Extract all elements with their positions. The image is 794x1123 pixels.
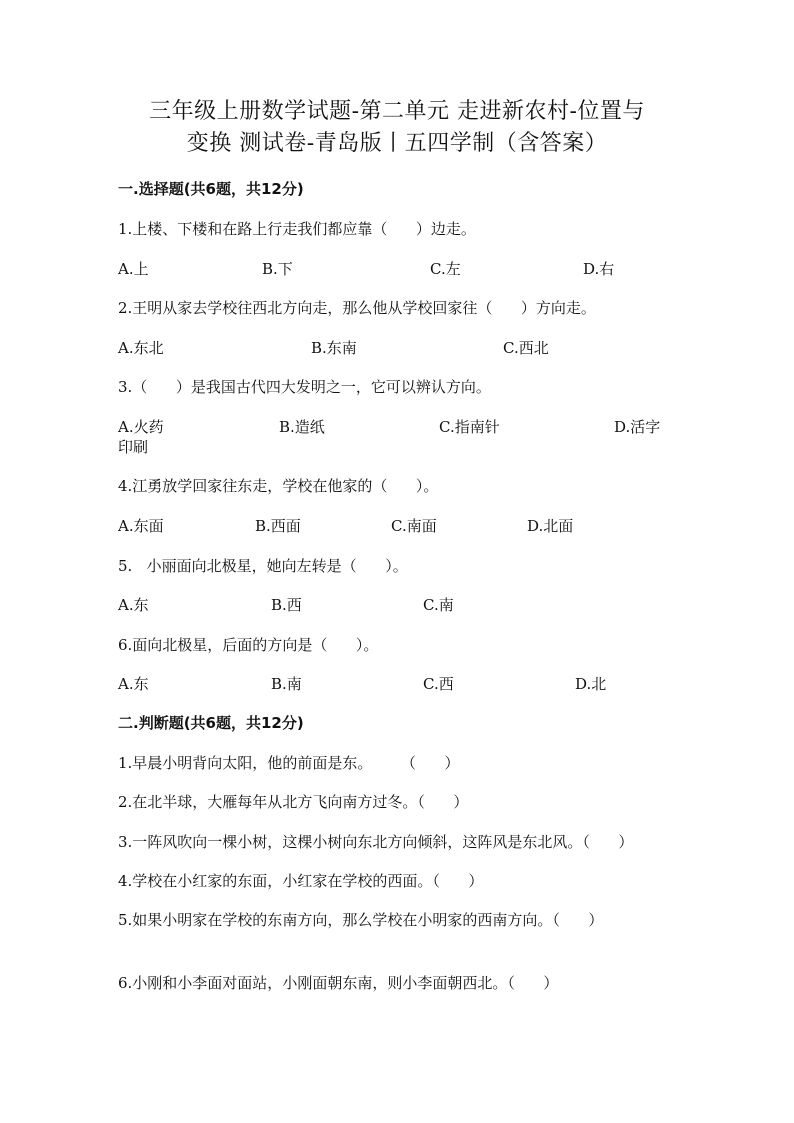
option: A.东 <box>118 596 149 614</box>
option: D.北面 <box>527 517 574 535</box>
option: C.西北 <box>503 339 549 357</box>
judgement-question: 1.早晨小明背向太阳，他的前面是东。 （ ） <box>118 754 460 772</box>
option: C.指南针 <box>439 418 500 436</box>
option: D.北 <box>575 675 607 693</box>
option: D.活字 <box>614 418 661 436</box>
option: C.南面 <box>391 517 437 535</box>
title-line-1: 三年级上册数学试题-第二单元 走进新农村-位置与 <box>149 99 645 124</box>
option: A.东面 <box>118 517 164 535</box>
option-continuation: 印刷 <box>118 438 149 456</box>
title-line-2: 变换 测试卷-青岛版丨五四学制（含答案） <box>186 131 608 156</box>
option: B.东南 <box>311 339 357 357</box>
option: B.造纸 <box>279 418 325 436</box>
judgement-question: 2.在北半球，大雁每年从北方飞向南方过冬。（ ） <box>118 793 469 811</box>
option: B.南 <box>271 675 302 693</box>
option: B.西 <box>271 596 302 614</box>
option: A.火药 <box>118 418 164 436</box>
option: B.西面 <box>255 517 301 535</box>
option: B.下 <box>262 260 293 278</box>
option: D.右 <box>583 260 615 278</box>
question-text: 1.上楼、下楼和在路上行走我们都应靠（ ）边走。 <box>118 220 476 238</box>
option: A.东北 <box>118 339 164 357</box>
question-text: 5. 小丽面向北极星，她向左转是（ ）。 <box>118 557 408 575</box>
judgement-question: 4.学校在小红家的东面，小红家在学校的西面。（ ） <box>118 872 484 890</box>
option: C.西 <box>423 675 454 693</box>
judgement-question: 6.小刚和小李面对面站，小刚面朝东南，则小李面朝西北。（ ） <box>118 974 559 992</box>
section-heading-choice: 一.选择题(共6题，共12分) <box>118 180 304 198</box>
question-text: 2.王明从家去学校往西北方向走，那么他从学校回家往（ ）方向走。 <box>118 299 596 317</box>
option: A.东 <box>118 675 149 693</box>
question-text: 6.面向北极星，后面的方向是（ ）。 <box>118 636 379 654</box>
option: A.上 <box>118 260 149 278</box>
judgement-question: 5.如果小明家在学校的东南方向，那么学校在小明家的西南方向。（ ） <box>118 911 604 929</box>
section-heading-judgement: 二.判断题(共6题，共12分) <box>118 714 304 732</box>
question-text: 3.（ ）是我国古代四大发明之一，它可以辨认方向。 <box>118 378 491 396</box>
option: C.南 <box>423 596 454 614</box>
question-text: 4.江勇放学回家往东走，学校在他家的（ ）。 <box>118 477 439 495</box>
option: C.左 <box>430 260 461 278</box>
judgement-question: 3.一阵风吹向一棵小树，这棵小树向东北方向倾斜，这阵风是东北风。（ ） <box>118 833 634 851</box>
